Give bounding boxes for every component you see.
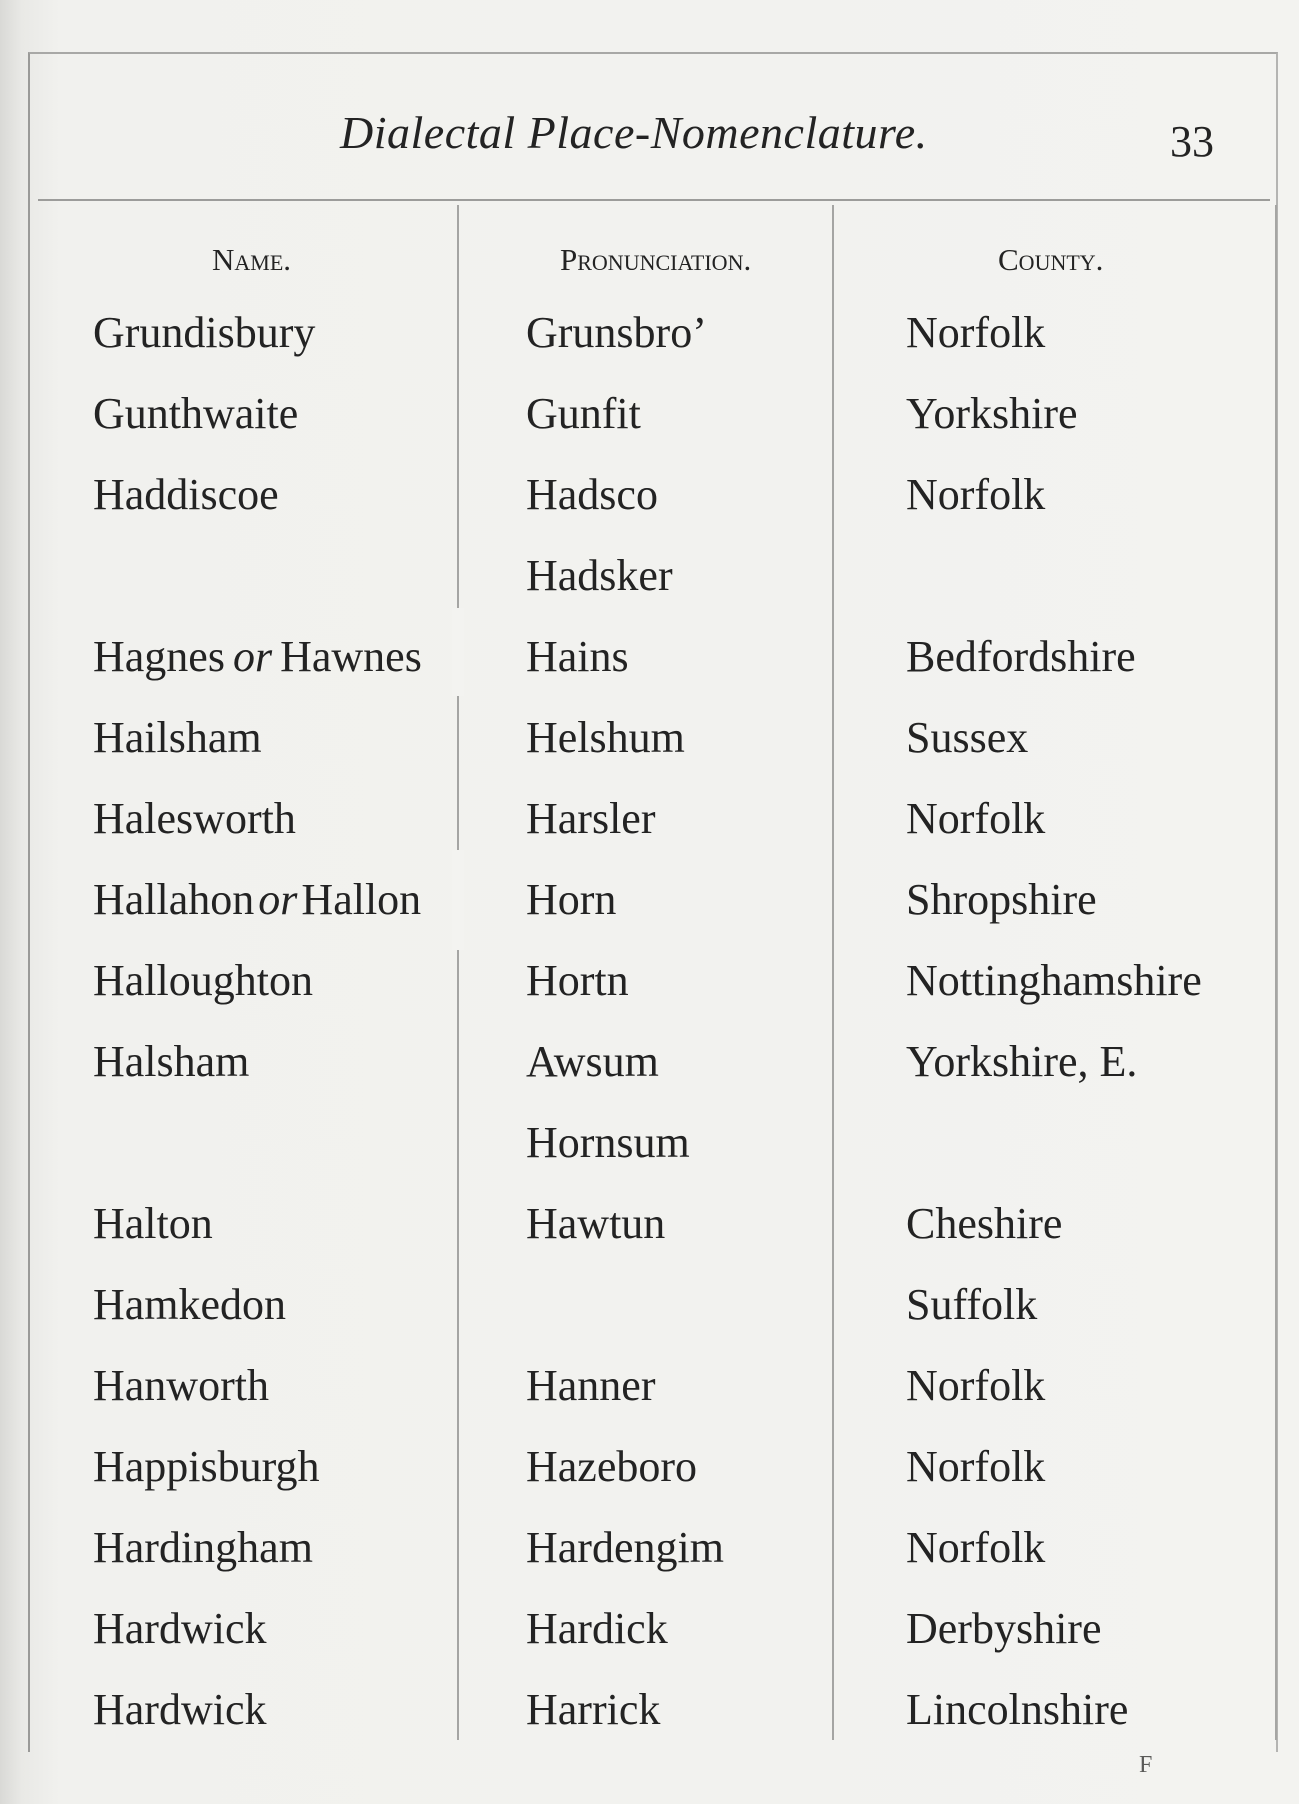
- cell-pronunciation: Hadsco: [526, 470, 658, 519]
- cell-county: Norfolk: [906, 1361, 1046, 1410]
- cell-pronunciation: Gunfit: [526, 389, 641, 438]
- name-variant-a: Hagnes: [93, 632, 225, 681]
- table-row: [0, 1427, 1299, 1507]
- cell-pronunciation: Hazeboro: [526, 1442, 698, 1491]
- table-row: [0, 779, 1299, 859]
- cell-name: Hailsham: [93, 713, 262, 762]
- running-head-title: Dialectal Place-Nomenclature.: [340, 107, 928, 158]
- cell-county: Lincolnshire: [906, 1685, 1129, 1734]
- cell-name: Halesworth: [93, 794, 296, 843]
- cell-pronunciation: Harsler: [526, 794, 656, 843]
- table-row: [0, 293, 1299, 373]
- cell-pronunciation: Hardick: [526, 1604, 668, 1653]
- table-row: [0, 1022, 1299, 1102]
- cell-name: [93, 617, 422, 697]
- cell-county: Yorkshire, E.: [906, 1037, 1138, 1086]
- table-row: [0, 860, 1299, 940]
- table-row: [0, 1508, 1299, 1588]
- cell-pronunciation: Hortn: [526, 956, 629, 1005]
- cell-name: Hardwick: [93, 1685, 267, 1734]
- name-variant-a: Hallahon: [93, 875, 255, 924]
- cell-county: Sussex: [906, 713, 1029, 762]
- table-row: [0, 536, 1299, 616]
- cell-name: Hanworth: [93, 1361, 269, 1410]
- cell-county: Norfolk: [906, 794, 1046, 843]
- cell-pronunciation: Horn: [526, 875, 617, 924]
- cell-county: Norfolk: [906, 470, 1046, 519]
- cell-county: Norfolk: [906, 1442, 1046, 1491]
- name-variant-b: Hawnes: [280, 632, 422, 681]
- column-header-name: Name.: [212, 242, 292, 277]
- header-rule: [38, 199, 1270, 201]
- table-row: [0, 698, 1299, 778]
- cell-county: Bedfordshire: [906, 632, 1136, 681]
- table-row: [0, 1265, 1299, 1345]
- cell-name: Halton: [93, 1199, 213, 1248]
- cell-name: Hardwick: [93, 1604, 267, 1653]
- table-row: [0, 1670, 1299, 1750]
- cell-name: [93, 860, 421, 940]
- table-row: [0, 1589, 1299, 1669]
- cell-pronunciation: Hadsker: [526, 551, 673, 600]
- cell-pronunciation: Grunsbro’: [526, 308, 707, 357]
- cell-county: Derbyshire: [906, 1604, 1102, 1653]
- cell-name: Grundisbury: [93, 308, 316, 357]
- cell-county: Nottinghamshire: [906, 956, 1202, 1005]
- cell-pronunciation: Hanner: [526, 1361, 656, 1410]
- table-row: [0, 1103, 1299, 1183]
- cell-pronunciation: Hornsum: [526, 1118, 690, 1167]
- cell-name: Haddiscoe: [93, 470, 279, 519]
- cell-name: Hamkedon: [93, 1280, 287, 1329]
- table-row: [0, 941, 1299, 1021]
- cell-county: Norfolk: [906, 308, 1046, 357]
- table-row: [0, 455, 1299, 535]
- cell-county: Shropshire: [906, 875, 1097, 924]
- cell-pronunciation: Awsum: [526, 1037, 659, 1086]
- cell-name: Halloughton: [93, 956, 313, 1005]
- cell-pronunciation: Harrick: [526, 1685, 661, 1734]
- cell-pronunciation: Hawtun: [526, 1199, 666, 1248]
- running-head: [0, 100, 1299, 170]
- column-header-pronunciation: Pronunciation.: [560, 242, 752, 277]
- cell-name: Halsham: [93, 1037, 250, 1086]
- cell-county: Suffolk: [906, 1280, 1038, 1329]
- table-row: [0, 617, 1299, 697]
- name-variant-b: Hallon: [301, 875, 422, 924]
- page-number: 33: [1170, 117, 1214, 166]
- cell-county: Yorkshire: [906, 389, 1078, 438]
- cell-name: Hardingham: [93, 1523, 313, 1572]
- cell-pronunciation: Helshum: [526, 713, 685, 762]
- signature-mark: F: [1139, 1752, 1153, 1778]
- or-conjunction: or: [258, 875, 298, 924]
- cell-pronunciation: Hardengim: [526, 1523, 724, 1572]
- cell-name: Gunthwaite: [93, 389, 299, 438]
- column-header-county: County.: [998, 242, 1104, 277]
- cell-county: Cheshire: [906, 1199, 1063, 1248]
- cell-name: Happisburgh: [93, 1442, 320, 1491]
- cell-pronunciation: Hains: [526, 632, 629, 681]
- cell-county: Norfolk: [906, 1523, 1046, 1572]
- table-row: [0, 1346, 1299, 1426]
- table-row: [0, 1184, 1299, 1264]
- or-conjunction: or: [232, 632, 273, 681]
- table-row: [0, 374, 1299, 454]
